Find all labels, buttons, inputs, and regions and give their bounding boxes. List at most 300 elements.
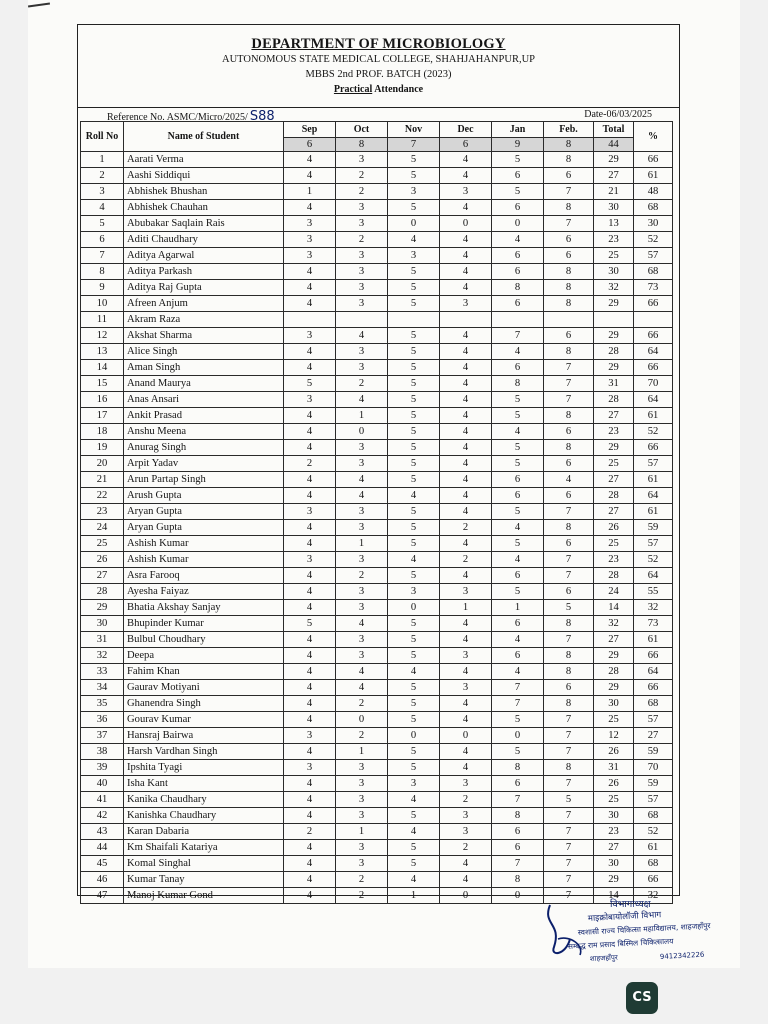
classes-held-cell: 8: [544, 138, 594, 152]
feb-cell: 7: [544, 376, 594, 392]
roll-no-cell: 37: [81, 728, 124, 744]
sep-cell: 4: [284, 296, 336, 312]
oct-cell: 3: [336, 296, 388, 312]
dec-cell: 2: [440, 520, 492, 536]
dec-cell: 4: [440, 280, 492, 296]
total-cell: 29: [594, 440, 634, 456]
table-row: [81, 248, 673, 264]
student-name-cell: Aditya Parkash: [124, 264, 284, 280]
nov-cell: 5: [388, 472, 440, 488]
dec-cell: 3: [440, 824, 492, 840]
feb-cell: 8: [544, 760, 594, 776]
oct-cell: 1: [336, 408, 388, 424]
stamp-line: स्वशासी राज्य चिकित्सा महाविद्यालय, शाहजहाँपुर: [577, 921, 711, 937]
student-name-cell: Arush Gupta: [124, 488, 284, 504]
table-row: [81, 456, 673, 472]
dec-cell: 4: [440, 424, 492, 440]
nov-cell: 5: [388, 696, 440, 712]
total-cell: 29: [594, 648, 634, 664]
total-cell: 31: [594, 376, 634, 392]
oct-cell: 4: [336, 616, 388, 632]
table-row: [81, 872, 673, 888]
feb-cell: 7: [544, 808, 594, 824]
table-row: [81, 488, 673, 504]
nov-cell: 5: [388, 504, 440, 520]
jan-cell: 8: [492, 808, 544, 824]
jan-cell: 4: [492, 552, 544, 568]
roll-no-cell: 24: [81, 520, 124, 536]
feb-cell: [544, 312, 594, 328]
jan-cell: 6: [492, 616, 544, 632]
student-name-cell: Bhatia Akshay Sanjay: [124, 600, 284, 616]
table-row: [81, 312, 673, 328]
nov-cell: 5: [388, 344, 440, 360]
nov-cell: 5: [388, 328, 440, 344]
percent-cell: 66: [634, 680, 673, 696]
feb-cell: 8: [544, 408, 594, 424]
month-header: Jan: [492, 122, 544, 138]
jan-cell: 6: [492, 472, 544, 488]
table-row: [81, 440, 673, 456]
student-name-cell: Ayesha Faiyaz: [124, 584, 284, 600]
jan-cell: 7: [492, 328, 544, 344]
jan-cell: 5: [492, 536, 544, 552]
roll-no-cell: 25: [81, 536, 124, 552]
feb-cell: 8: [544, 520, 594, 536]
jan-cell: [492, 312, 544, 328]
percent-cell: 57: [634, 712, 673, 728]
student-name-cell: Km Shaifali Katariya: [124, 840, 284, 856]
total-cell: 26: [594, 520, 634, 536]
jan-cell: 6: [492, 296, 544, 312]
student-name-cell: Harsh Vardhan Singh: [124, 744, 284, 760]
feb-cell: 6: [544, 680, 594, 696]
roll-no-cell: 47: [81, 888, 124, 904]
total-cell: 30: [594, 808, 634, 824]
dec-cell: 3: [440, 680, 492, 696]
table-row: [81, 424, 673, 440]
table-row: [81, 328, 673, 344]
total-cell: 30: [594, 264, 634, 280]
oct-cell: 1: [336, 536, 388, 552]
total-cell: 13: [594, 216, 634, 232]
total-cell: 32: [594, 280, 634, 296]
total-cell: 32: [594, 616, 634, 632]
stamp-line: शाहजहाँपुर: [589, 953, 618, 963]
percent-cell: 27: [634, 728, 673, 744]
feb-cell: 7: [544, 872, 594, 888]
batch-line: MBBS 2nd PROF. BATCH (2023): [305, 69, 452, 80]
dec-cell: 4: [440, 504, 492, 520]
student-name-cell: Aditi Chaudhary: [124, 232, 284, 248]
student-name-cell: Abhishek Chauhan: [124, 200, 284, 216]
total-cell: 29: [594, 680, 634, 696]
month-header: Oct: [336, 122, 388, 138]
percent-cell: 61: [634, 168, 673, 184]
percent-cell: 68: [634, 856, 673, 872]
attendance-type-suffix: Attendance: [374, 84, 424, 95]
jan-cell: 4: [492, 632, 544, 648]
sep-cell: 4: [284, 440, 336, 456]
student-name-cell: Gourav Kumar: [124, 712, 284, 728]
stamp-title: विभागाध्यक्ष: [610, 899, 651, 910]
oct-cell: 2: [336, 872, 388, 888]
table-row: [81, 200, 673, 216]
dec-cell: 4: [440, 440, 492, 456]
jan-cell: 6: [492, 200, 544, 216]
dec-cell: 4: [440, 488, 492, 504]
nov-cell: 5: [388, 264, 440, 280]
sep-cell: 4: [284, 280, 336, 296]
student-name-cell: Aditya Agarwal: [124, 248, 284, 264]
jan-cell: 7: [492, 696, 544, 712]
feb-cell: 8: [544, 648, 594, 664]
table-row: [81, 472, 673, 488]
table-row: [81, 840, 673, 856]
jan-cell: 6: [492, 840, 544, 856]
oct-cell: 2: [336, 168, 388, 184]
sep-cell: 4: [284, 776, 336, 792]
feb-cell: 6: [544, 248, 594, 264]
sep-cell: 4: [284, 264, 336, 280]
nov-cell: 0: [388, 600, 440, 616]
total-cell: 28: [594, 488, 634, 504]
total-cell: 14: [594, 888, 634, 904]
feb-cell: 8: [544, 152, 594, 168]
roll-no-cell: 39: [81, 760, 124, 776]
total-cell: 24: [594, 584, 634, 600]
oct-cell: 0: [336, 424, 388, 440]
percent-cell: 70: [634, 760, 673, 776]
total-cell: 12: [594, 728, 634, 744]
roll-no-cell: 26: [81, 552, 124, 568]
table-row: [81, 536, 673, 552]
jan-cell: 8: [492, 760, 544, 776]
feb-cell: 6: [544, 328, 594, 344]
roll-no-cell: 22: [81, 488, 124, 504]
sep-cell: 3: [284, 328, 336, 344]
sep-cell: 4: [284, 808, 336, 824]
reference-label: Reference No. ASMC/Micro/2025/: [107, 112, 248, 123]
month-header: Dec: [440, 122, 492, 138]
jan-cell: 1: [492, 600, 544, 616]
dec-cell: 4: [440, 632, 492, 648]
nov-cell: 5: [388, 392, 440, 408]
percent-cell: 59: [634, 776, 673, 792]
percent-cell: 66: [634, 648, 673, 664]
attendance-type: [77, 84, 680, 95]
roll-no-cell: 45: [81, 856, 124, 872]
nov-cell: 3: [388, 184, 440, 200]
table-row: [81, 616, 673, 632]
roll-no-cell: 7: [81, 248, 124, 264]
total-cell: 26: [594, 744, 634, 760]
feb-cell: 8: [544, 616, 594, 632]
dec-cell: 4: [440, 664, 492, 680]
total-cell: 29: [594, 296, 634, 312]
table-row: [81, 152, 673, 168]
nov-cell: 5: [388, 568, 440, 584]
nov-cell: 5: [388, 712, 440, 728]
sep-cell: 4: [284, 568, 336, 584]
student-name-cell: Ankit Prasad: [124, 408, 284, 424]
total-cell: 25: [594, 712, 634, 728]
total-cell: 27: [594, 504, 634, 520]
roll-no-cell: 33: [81, 664, 124, 680]
oct-cell: 3: [336, 632, 388, 648]
header-row: [81, 122, 673, 138]
oct-cell: 3: [336, 520, 388, 536]
nov-cell: 4: [388, 824, 440, 840]
dec-cell: 4: [440, 872, 492, 888]
total-cell: [594, 312, 634, 328]
feb-cell: 6: [544, 536, 594, 552]
roll-no-cell: 1: [81, 152, 124, 168]
roll-no-cell: 43: [81, 824, 124, 840]
sep-cell: 4: [284, 792, 336, 808]
feb-cell: 8: [544, 296, 594, 312]
percent-cell: 73: [634, 616, 673, 632]
dec-cell: 3: [440, 648, 492, 664]
percent-cell: 64: [634, 568, 673, 584]
table-row: [81, 552, 673, 568]
nov-cell: 5: [388, 200, 440, 216]
total-cell: 27: [594, 632, 634, 648]
table-row: [81, 808, 673, 824]
sep-cell: 3: [284, 504, 336, 520]
dec-cell: 4: [440, 456, 492, 472]
table-row: [81, 584, 673, 600]
jan-cell: 6: [492, 824, 544, 840]
jan-cell: 6: [492, 264, 544, 280]
roll-no-cell: 38: [81, 744, 124, 760]
student-name-cell: Anshu Meena: [124, 424, 284, 440]
oct-cell: 4: [336, 472, 388, 488]
sep-cell: 4: [284, 584, 336, 600]
nov-cell: 0: [388, 216, 440, 232]
roll-no-cell: 12: [81, 328, 124, 344]
dec-cell: 4: [440, 376, 492, 392]
oct-cell: 4: [336, 680, 388, 696]
dec-cell: 4: [440, 200, 492, 216]
dec-cell: 0: [440, 888, 492, 904]
sep-cell: 2: [284, 824, 336, 840]
total-cell: 28: [594, 392, 634, 408]
sep-cell: 3: [284, 248, 336, 264]
student-name-cell: Deepa: [124, 648, 284, 664]
student-name-cell: Kumar Tanay: [124, 872, 284, 888]
jan-cell: 6: [492, 360, 544, 376]
total-cell: 23: [594, 824, 634, 840]
table-row: [81, 392, 673, 408]
feb-cell: 7: [544, 632, 594, 648]
table-row: [81, 680, 673, 696]
feb-cell: 7: [544, 776, 594, 792]
total-cell: 25: [594, 456, 634, 472]
table-row: [81, 696, 673, 712]
table-row: [81, 664, 673, 680]
student-name-cell: Abhishek Bhushan: [124, 184, 284, 200]
oct-cell: 3: [336, 344, 388, 360]
oct-cell: 1: [336, 824, 388, 840]
student-name-cell: Ashish Kumar: [124, 552, 284, 568]
total-cell: 23: [594, 424, 634, 440]
attendance-table: [80, 121, 673, 904]
table-row: [81, 520, 673, 536]
total-cell: 14: [594, 600, 634, 616]
sep-cell: 4: [284, 856, 336, 872]
nov-cell: 5: [388, 520, 440, 536]
dec-cell: 4: [440, 568, 492, 584]
dec-cell: 0: [440, 728, 492, 744]
percent-cell: 68: [634, 200, 673, 216]
oct-cell: 3: [336, 216, 388, 232]
sep-cell: 4: [284, 536, 336, 552]
student-name-cell: Hansraj Bairwa: [124, 728, 284, 744]
student-name-cell: Akshat Sharma: [124, 328, 284, 344]
jan-cell: 5: [492, 440, 544, 456]
oct-cell: 3: [336, 648, 388, 664]
month-header: Sep: [284, 122, 336, 138]
jan-cell: 4: [492, 344, 544, 360]
total-cell: 30: [594, 696, 634, 712]
table-row: [81, 600, 673, 616]
nov-cell: 5: [388, 360, 440, 376]
month-header: Feb.: [544, 122, 594, 138]
student-name-cell: Aman Singh: [124, 360, 284, 376]
oct-cell: 4: [336, 392, 388, 408]
total-cell: 31: [594, 760, 634, 776]
table-row: [81, 648, 673, 664]
roll-no-cell: 18: [81, 424, 124, 440]
student-name-cell: Ipshita Tyagi: [124, 760, 284, 776]
table-row: [81, 280, 673, 296]
total-header: Total: [594, 122, 634, 138]
roll-no-cell: 29: [81, 600, 124, 616]
student-name-cell: Kanika Chaudhary: [124, 792, 284, 808]
percent-cell: 52: [634, 424, 673, 440]
total-cell: 29: [594, 328, 634, 344]
feb-cell: 7: [544, 888, 594, 904]
percent-cell: 59: [634, 744, 673, 760]
percent-cell: 48: [634, 184, 673, 200]
table-row: [81, 264, 673, 280]
jan-cell: 6: [492, 488, 544, 504]
feb-cell: 7: [544, 744, 594, 760]
feb-cell: 4: [544, 472, 594, 488]
dec-cell: 2: [440, 792, 492, 808]
percent-cell: 52: [634, 232, 673, 248]
total-cell: 25: [594, 536, 634, 552]
feb-cell: 8: [544, 344, 594, 360]
nov-cell: 5: [388, 808, 440, 824]
student-name-cell: Fahim Khan: [124, 664, 284, 680]
jan-cell: 7: [492, 792, 544, 808]
signature-stroke: [548, 905, 570, 953]
feb-cell: 6: [544, 456, 594, 472]
oct-cell: 1: [336, 744, 388, 760]
dec-cell: 4: [440, 472, 492, 488]
nov-cell: 3: [388, 776, 440, 792]
sep-cell: 4: [284, 472, 336, 488]
jan-cell: 5: [492, 392, 544, 408]
feb-cell: 8: [544, 264, 594, 280]
percent-cell: 66: [634, 872, 673, 888]
sep-cell: 4: [284, 344, 336, 360]
feb-cell: 8: [544, 280, 594, 296]
student-name-cell: Isha Kant: [124, 776, 284, 792]
sep-cell: 4: [284, 632, 336, 648]
roll-no-cell: 34: [81, 680, 124, 696]
dec-cell: 4: [440, 168, 492, 184]
roll-no-cell: 19: [81, 440, 124, 456]
stamp-phone: 9412342226: [659, 950, 705, 961]
roll-no-cell: 20: [81, 456, 124, 472]
roll-no-cell: 36: [81, 712, 124, 728]
jan-cell: 5: [492, 184, 544, 200]
department-title: DEPARTMENT OF MICROBIOLOGY: [251, 36, 506, 52]
total-cell: 27: [594, 840, 634, 856]
table-row: [81, 216, 673, 232]
nov-cell: 5: [388, 760, 440, 776]
oct-cell: 3: [336, 776, 388, 792]
student-name-cell: Abubakar Saqlain Rais: [124, 216, 284, 232]
sep-cell: 4: [284, 872, 336, 888]
percent-cell: 32: [634, 600, 673, 616]
jan-cell: 6: [492, 568, 544, 584]
jan-cell: 7: [492, 856, 544, 872]
oct-cell: 2: [336, 376, 388, 392]
oct-cell: 3: [336, 360, 388, 376]
student-name-cell: Kanishka Chaudhary: [124, 808, 284, 824]
roll-no-cell: 4: [81, 200, 124, 216]
student-name-cell: Aarati Verma: [124, 152, 284, 168]
dec-cell: 4: [440, 328, 492, 344]
oct-cell: 4: [336, 664, 388, 680]
oct-cell: 3: [336, 248, 388, 264]
feb-cell: 7: [544, 728, 594, 744]
oct-cell: 3: [336, 584, 388, 600]
nov-cell: 1: [388, 888, 440, 904]
oct-cell: 4: [336, 488, 388, 504]
table-row: [81, 408, 673, 424]
total-cell: 30: [594, 200, 634, 216]
dec-cell: 3: [440, 296, 492, 312]
student-name-cell: Bhupinder Kumar: [124, 616, 284, 632]
oct-cell: 3: [336, 456, 388, 472]
sep-cell: 4: [284, 168, 336, 184]
student-rows: [81, 152, 673, 904]
sep-cell: 3: [284, 216, 336, 232]
sep-cell: 4: [284, 488, 336, 504]
jan-cell: 0: [492, 888, 544, 904]
feb-cell: 7: [544, 840, 594, 856]
sep-cell: 4: [284, 664, 336, 680]
feb-cell: 5: [544, 600, 594, 616]
percent-cell: 61: [634, 840, 673, 856]
feb-cell: 6: [544, 168, 594, 184]
total-cell: 29: [594, 152, 634, 168]
nov-cell: 5: [388, 376, 440, 392]
roll-no-cell: 30: [81, 616, 124, 632]
nov-cell: 5: [388, 456, 440, 472]
jan-cell: 6: [492, 776, 544, 792]
percent-cell: 61: [634, 408, 673, 424]
roll-no-cell: 14: [81, 360, 124, 376]
percent-cell: 66: [634, 328, 673, 344]
classes-held-cell: 9: [492, 138, 544, 152]
table-row: [81, 712, 673, 728]
